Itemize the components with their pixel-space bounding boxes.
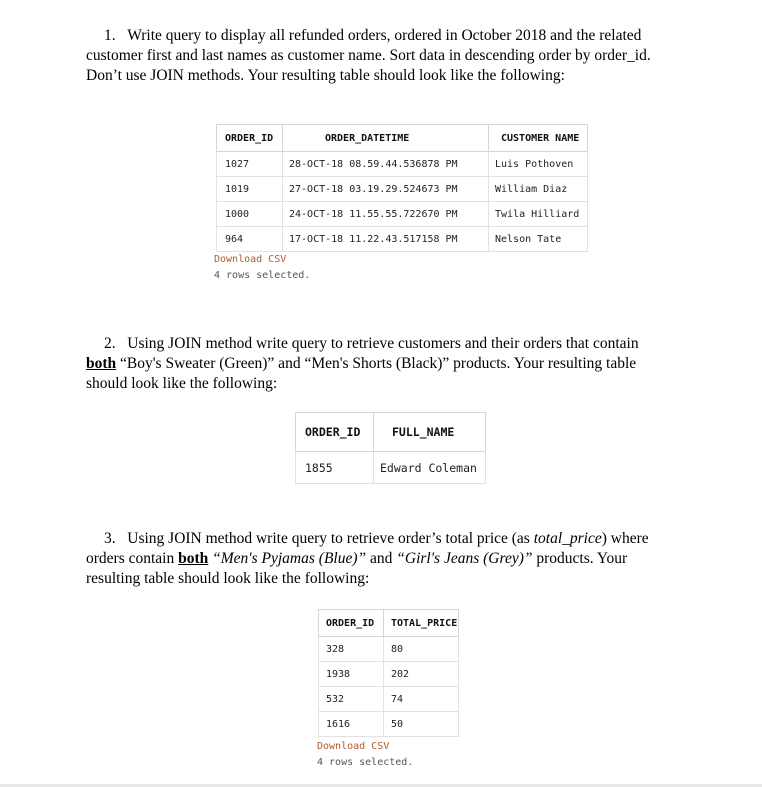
table-cell: 202 <box>384 662 459 687</box>
question-3-line-2-mid: and <box>366 550 397 567</box>
table-cell: 17-OCT-18 11.22.43.517158 PM <box>283 227 489 252</box>
table-cell: 1000 <box>217 202 283 227</box>
question-2-number: 2. <box>104 335 116 352</box>
table-cell: 964 <box>217 227 283 252</box>
rows-selected-q3: 4 rows selected. <box>317 757 414 768</box>
question-1-line-1: Write query to display all refunded orders, ordered in October 2018 and the related <box>127 27 642 44</box>
table-header-row <box>296 413 486 452</box>
question-3-line-3: resulting table should look like the following: <box>86 570 370 587</box>
question-2-text <box>86 334 686 394</box>
question-3-line-2b: products. Your <box>532 550 628 567</box>
table-row <box>217 152 588 177</box>
question-3-line-2a: orders contain <box>86 550 179 567</box>
table-row <box>217 202 588 227</box>
table-cell: 1938 <box>319 662 384 687</box>
column-header: ORDER_ID <box>319 610 384 637</box>
table-row <box>319 662 459 687</box>
question-3-line-1b: ) where <box>601 530 649 547</box>
table-row <box>319 687 459 712</box>
question-3-line-1a: Using JOIN method write query to retrieve order’s total price (as <box>127 530 534 547</box>
question-3-text <box>86 529 726 589</box>
table-cell: Twila Hilliard <box>489 202 588 227</box>
column-header: ORDER_ID <box>296 413 374 452</box>
table-cell: 80 <box>384 637 459 662</box>
table-row <box>217 177 588 202</box>
table-row <box>296 452 486 484</box>
table-cell: Nelson Tate <box>489 227 588 252</box>
table-row <box>319 712 459 737</box>
column-header: ORDER_ID <box>217 125 283 152</box>
question-2-line-2: “Boy's Sweater (Green)” and “Men's Shorts (Black)” products. Your resulting table <box>116 355 637 372</box>
download-csv-link-q1[interactable]: Download CSV <box>214 254 287 265</box>
column-header: FULL_NAME <box>374 413 486 452</box>
column-header: CUSTOMER NAME <box>489 125 588 152</box>
result-table-q1 <box>216 124 588 252</box>
column-header: ORDER_DATETIME <box>283 125 489 152</box>
question-2-both: both <box>86 355 117 372</box>
table-cell: Luis Pothoven <box>489 152 588 177</box>
question-3-both: both <box>178 550 209 567</box>
question-1-line-2: customer first and last names as customer name. Sort data in descending order by order_id. <box>86 47 651 64</box>
result-table-q2 <box>295 412 486 484</box>
table-cell: 28-OCT-18 08.59.44.536878 PM <box>283 152 489 177</box>
table-cell: William Diaz <box>489 177 588 202</box>
question-2-line-1: Using JOIN method write query to retrieve customers and their orders that contain <box>127 335 639 352</box>
table-header-row <box>217 125 588 152</box>
question-1-line-3: Don’t use JOIN methods. Your resulting table should look like the following: <box>86 67 565 84</box>
result-table-q3 <box>318 609 459 737</box>
question-3-product-2: “Girl's Jeans (Grey)” <box>396 550 533 567</box>
table-cell: 24-OCT-18 11.55.55.722670 PM <box>283 202 489 227</box>
question-2-line-3: should look like the following: <box>86 375 278 392</box>
table-cell: 74 <box>384 687 459 712</box>
table-cell: 1027 <box>217 152 283 177</box>
table-cell: 1855 <box>296 452 374 484</box>
question-3-total-price: total_price <box>533 530 602 547</box>
table-cell: 50 <box>384 712 459 737</box>
table-row <box>319 637 459 662</box>
table-header-row <box>319 610 459 637</box>
table-cell: 328 <box>319 637 384 662</box>
table-cell: 1019 <box>217 177 283 202</box>
question-1-number: 1. <box>104 27 116 44</box>
table-cell: 1616 <box>319 712 384 737</box>
column-header: TOTAL_PRICE <box>384 610 459 637</box>
table-cell: 532 <box>319 687 384 712</box>
table-cell: 27-OCT-18 03.19.29.524673 PM <box>283 177 489 202</box>
rows-selected-q1: 4 rows selected. <box>214 270 311 281</box>
table-cell: Edward Coleman <box>374 452 486 484</box>
question-1-text <box>86 26 706 86</box>
question-3-number: 3. <box>104 530 116 547</box>
table-row <box>217 227 588 252</box>
download-csv-link-q3[interactable]: Download CSV <box>317 741 390 752</box>
question-3-product-1: “Men's Pyjamas (Blue)” <box>212 550 367 567</box>
